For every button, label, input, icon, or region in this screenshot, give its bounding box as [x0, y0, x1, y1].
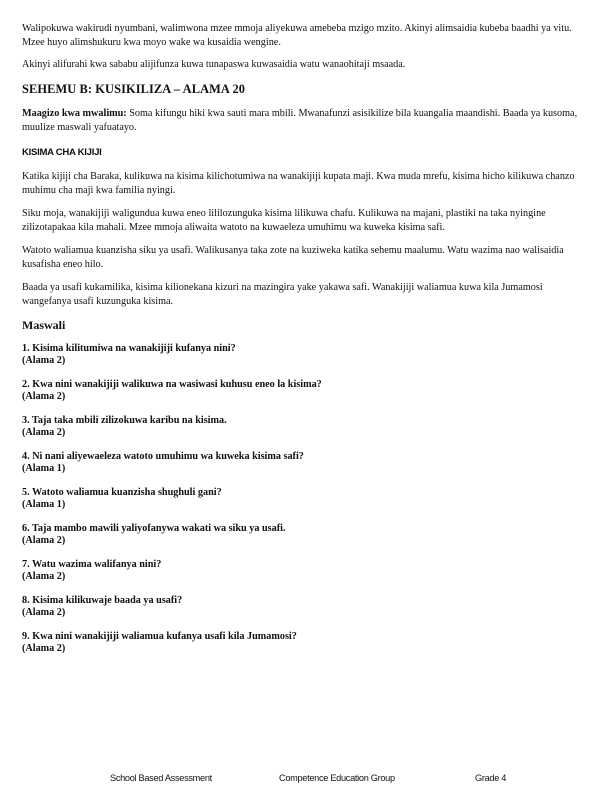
question-text: 4. Ni nani aliyewaeleza watoto umuhimu wa kuweka kisima safi? [22, 451, 304, 462]
question-text: 5. Watoto waliamua kuanzisha shughuli gani? [22, 487, 222, 498]
question-marks: (Alama 1) [22, 499, 66, 510]
footer-publisher: Competence Education Group [279, 773, 395, 783]
question-text: 2. Kwa nini wanakijiji walikuwa na wasiwasi kuhusu eneo la kisima? [22, 379, 322, 390]
page-footer [0, 773, 612, 787]
question-item [22, 343, 592, 367]
question-item [22, 379, 592, 403]
question-item [22, 487, 592, 511]
teacher-instructions [22, 107, 592, 135]
question-item [22, 415, 592, 439]
question-item [22, 559, 592, 583]
question-marks: (Alama 2) [22, 643, 66, 654]
intro-paragraph-2: Akinyi alifurahi kwa sababu alijifunza kuwa tunapaswa kuwasaidia watu wanaohitaji msaada. [22, 59, 406, 70]
question-item [22, 523, 592, 547]
questions-heading: Maswali [22, 318, 66, 332]
question-marks: (Alama 2) [22, 535, 66, 546]
question-text: 3. Taja taka mbili zilizokuwa karibu na kisima. [22, 415, 227, 426]
question-marks: (Alama 2) [22, 607, 66, 618]
question-marks: (Alama 1) [22, 463, 66, 474]
document-page [22, 22, 592, 667]
question-text: 7. Watu wazima walifanya nini? [22, 559, 162, 570]
question-marks: (Alama 2) [22, 355, 66, 366]
question-marks: (Alama 2) [22, 427, 66, 438]
story-paragraph: Baada ya usafi kukamilika, kisima kilionekana kizuri na mazingira yake yakawa safi. Wanakijiji waliamua kuwa kila Jumamosi wangefanya usafi kuzunguka kisima. [22, 282, 543, 307]
question-text: 1. Kisima kilitumiwa na wanakijiji kufanya nini? [22, 343, 236, 354]
question-item [22, 595, 592, 619]
story-paragraph: Katika kijiji cha Baraka, kulikuwa na kisima kilichotumiwa na wanakijiji kupata maji. Kwa muda mrefu, kisima hicho kilikuwa chanzo muhimu cha maji kwa familia nyingi. [22, 171, 575, 196]
story-title: KISIMA CHA KIJIJI [22, 147, 102, 158]
instruction-text: Soma kifungu hiki kwa sauti mara mbili. Mwanafunzi asisikilize bila kuangalia maandishi. Baada ya kusoma, muulize maswali yafuatayo. [22, 108, 578, 133]
footer-grade: Grade 4 [475, 773, 507, 783]
question-text: 6. Taja mambo mawili yaliyofanywa wakati wa siku ya usafi. [22, 523, 286, 534]
question-item [22, 631, 592, 655]
section-title: SEHEMU B: KUSIKILIZA – ALAMA 20 [22, 82, 246, 96]
instruction-label: Maagizo kwa mwalimu: [22, 108, 127, 119]
question-text: 8. Kisima kilikuwaje baada ya usafi? [22, 595, 183, 606]
intro-paragraph-1: Walipokuwa wakirudi nyumbani, walimwona mzee mmoja aliyekuwa amebeba mzigo mzito. Akinyi alimsaidia kubeba baadhi ya vitu. Mzee huyo alimshukuru kwa moyo wake wa kusaidia wengine. [22, 23, 572, 48]
story-paragraph: Siku moja, wanakijiji waligundua kuwa eneo lililozunguka kisima lilikuwa chafu. Kulikuwa na majani, plastiki na taka nyingine zilizotapakaa kila mahali. Mzee mmoja aliwaita watoto na kuwaeleza umuhimu wa kuweka kisima safi. [22, 208, 546, 233]
question-text: 9. Kwa nini wanakijiji waliamua kufanya usafi kila Jumamosi? [22, 631, 297, 642]
story-paragraph: Watoto waliamua kuanzisha siku ya usafi. Walikusanya taka zote na kuziweka katika sehemu maalumu. Watu wazima nao walisaidia kusafisha eneo hilo. [22, 245, 564, 270]
question-marks: (Alama 2) [22, 391, 66, 402]
question-item [22, 451, 592, 475]
footer-assessment: School Based Assessment [110, 773, 212, 783]
question-marks: (Alama 2) [22, 571, 66, 582]
